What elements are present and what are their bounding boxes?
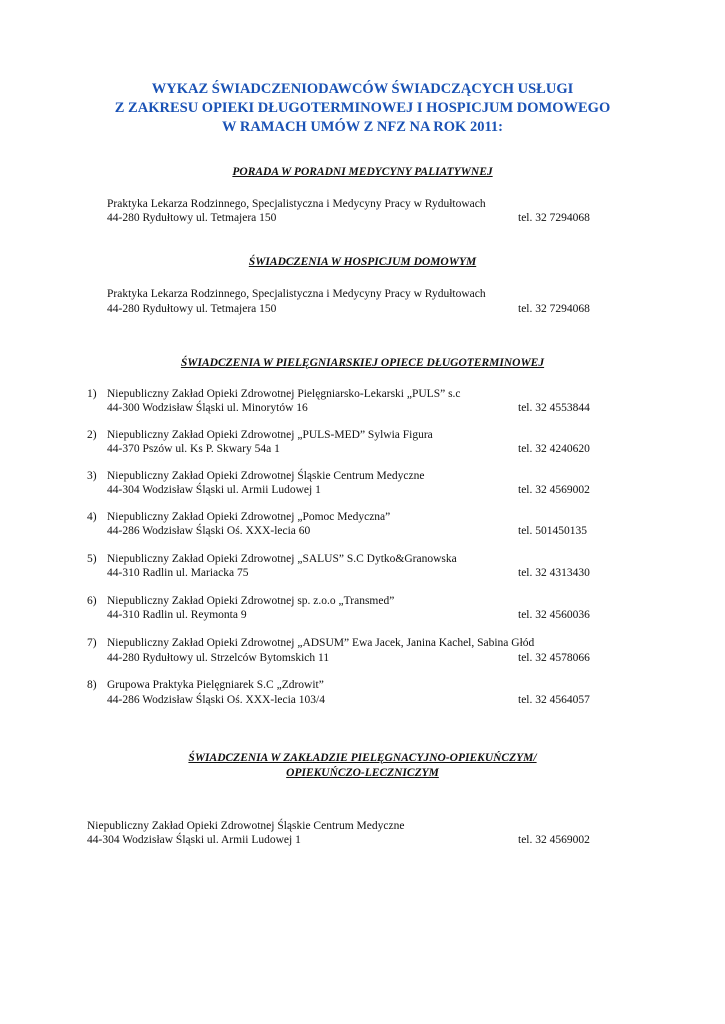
- list-item-number: 3): [87, 470, 97, 482]
- list-item-name: Niepubliczny Zakład Opieki Zdrowotnej „Pomoc Medyczna”: [107, 511, 391, 523]
- list-item-address: 44-310 Radlin ul. Mariacka 75: [107, 567, 249, 579]
- list-item-address: 44-310 Radlin ul. Reymonta 9: [107, 609, 247, 621]
- list-item-number: 4): [87, 511, 97, 523]
- list-item-name: Grupowa Praktyka Pielęgniarek S.C „Zdrowit”: [107, 679, 324, 691]
- section-heading-pielegniarska: ŚWIADCZENIA W PIELĘGNIARSKIEJ OPIECE DŁUGOTERMINOWEJ: [180, 357, 545, 369]
- provider-name: Niepubliczny Zakład Opieki Zdrowotnej Śląskie Centrum Medyczne: [87, 820, 405, 832]
- list-item-address: 44-280 Rydułtowy ul. Strzelców Bytomskich 11: [107, 652, 330, 664]
- title-line-2: Z ZAKRESU OPIEKI DŁUGOTERMINOWEJ I HOSPICJUM DOMOWEGO: [114, 100, 611, 116]
- provider-phone: tel. 32 7294068: [518, 303, 590, 315]
- list-item-phone: tel. 32 4569002: [518, 484, 590, 496]
- list-item-name: Niepubliczny Zakład Opieki Zdrowotnej Pielęgniarsko-Lekarski „PULS” s.c: [107, 388, 461, 400]
- provider-address: 44-304 Wodzisław Śląski ul. Armii Ludowej 1: [87, 834, 301, 846]
- provider-phone: tel. 32 4569002: [518, 834, 590, 846]
- list-item-name: Niepubliczny Zakład Opieki Zdrowotnej Śląskie Centrum Medyczne: [107, 470, 425, 482]
- list-item-number: 6): [87, 595, 97, 607]
- provider-address: 44-280 Rydułtowy ul. Tetmajera 150: [107, 212, 277, 224]
- list-item-phone: tel. 32 4560036: [518, 609, 590, 621]
- provider-address: 44-280 Rydułtowy ul. Tetmajera 150: [107, 303, 277, 315]
- list-item-address: 44-370 Pszów ul. Ks P. Skwary 54a 1: [107, 443, 280, 455]
- list-item-number: 1): [87, 388, 97, 400]
- title-line-1: WYKAZ ŚWIADCZENIODAWCÓW ŚWIADCZĄCYCH USŁUGI: [151, 81, 574, 97]
- list-item-number: 7): [87, 637, 97, 649]
- list-item-phone: tel. 32 4313430: [518, 567, 590, 579]
- provider-name: Praktyka Lekarza Rodzinnego, Specjalistyczna i Medycyny Pracy w Rydułtowach: [107, 288, 486, 300]
- section-heading-poradnia: PORADA W PORADNI MEDYCYNY PALIATYWNEJ: [232, 166, 493, 178]
- section-heading-zaklad-line-1: ŚWIADCZENIA W ZAKŁADZIE PIELĘGNACYJNO-OPIEKUŃCZYM/: [188, 752, 537, 764]
- list-item-phone: tel. 32 4553844: [518, 402, 590, 414]
- list-item-phone: tel. 32 4578066: [518, 652, 590, 664]
- list-item-address: 44-304 Wodzisław Śląski ul. Armii Ludowej 1: [107, 484, 321, 496]
- title-line-3: W RAMACH UMÓW Z NFZ NA ROK 2011:: [221, 119, 503, 135]
- list-item-address: 44-286 Wodzisław Śląski Oś. XXX-lecia 103/4: [107, 694, 325, 706]
- provider-name: Praktyka Lekarza Rodzinnego, Specjalistyczna i Medycyny Pracy w Rydułtowach: [107, 198, 486, 210]
- section-heading-hospicjum: ŚWIADCZENIA W HOSPICJUM DOMOWYM: [248, 256, 477, 268]
- list-item-phone: tel. 32 4564057: [518, 694, 590, 706]
- list-item-address: 44-286 Wodzisław Śląski Oś. XXX-lecia 60: [107, 525, 311, 537]
- list-item-number: 8): [87, 679, 97, 691]
- document-title: [0, 80, 725, 137]
- list-item-number: 2): [87, 429, 97, 441]
- list-item-phone: tel. 32 4240620: [518, 443, 590, 455]
- provider-phone: tel. 32 7294068: [518, 212, 590, 224]
- list-item-name: Niepubliczny Zakład Opieki Zdrowotnej „ADSUM” Ewa Jacek, Janina Kachel, Sabina Głód: [107, 637, 535, 649]
- list-item-number: 5): [87, 553, 97, 565]
- list-item-address: 44-300 Wodzisław Śląski ul. Minorytów 16: [107, 402, 308, 414]
- list-item-name: Niepubliczny Zakład Opieki Zdrowotnej sp. z.o.o „Transmed”: [107, 595, 395, 607]
- list-item-phone: tel. 501450135: [518, 525, 587, 537]
- section-heading-zaklad-line-2: OPIEKUŃCZO-LECZNICZYM: [286, 767, 439, 779]
- list-item-name: Niepubliczny Zakład Opieki Zdrowotnej „SALUS” S.C Dytko&Granowska: [107, 553, 457, 565]
- list-item-name: Niepubliczny Zakład Opieki Zdrowotnej „PULS-MED” Sylwia Figura: [107, 429, 433, 441]
